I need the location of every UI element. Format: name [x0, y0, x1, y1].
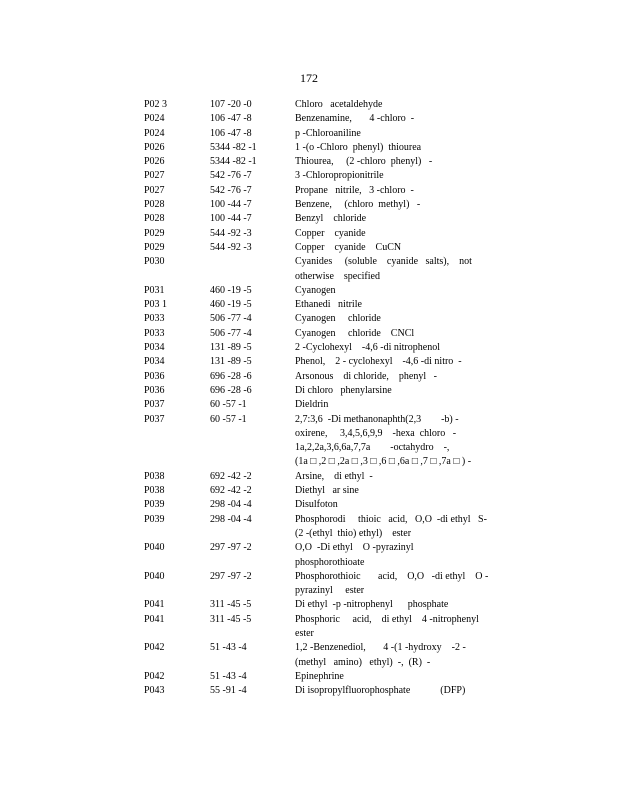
- substance-name: [295, 141, 480, 155]
- cas-number: 696 -28 -6: [210, 370, 252, 382]
- substance-name-line: O,O -Di ethyl O -pyrazinyl: [295, 542, 414, 554]
- cas-number: 692 -42 -2: [210, 470, 252, 482]
- waste-code: P034: [144, 342, 165, 354]
- substance-name: [295, 341, 480, 355]
- waste-code: P024: [144, 127, 165, 139]
- substance-name-line: oxirene, 3,4,5,6,9,9 -hexa chloro -: [295, 427, 457, 439]
- substance-name-line: Propane nitrile, 3 -chloro -: [295, 184, 414, 196]
- waste-code: P02 3: [144, 99, 168, 110]
- page-number: 172: [300, 71, 318, 85]
- cas-number: 696 -28 -6: [210, 384, 252, 396]
- substance-name-line: Cyanogen chloride: [295, 313, 381, 325]
- substance-name-line: (1a □ ,2 □ ,2a □ ,3 □ ,6 □ ,6a □ ,7 □ ,7a □ ) -: [295, 456, 472, 468]
- table-row: [144, 212, 484, 226]
- waste-code: P033: [144, 313, 165, 325]
- table-row: [144, 155, 484, 169]
- waste-code: P037: [144, 413, 165, 425]
- table-row: [144, 169, 484, 183]
- table-row: [144, 598, 484, 612]
- table-row: [144, 670, 484, 684]
- substance-name: [295, 570, 489, 599]
- waste-code: P034: [144, 356, 165, 368]
- substance-name-line: ester: [295, 627, 314, 639]
- cas-number: 460 -19 -5: [210, 299, 252, 311]
- substance-name: [295, 298, 480, 312]
- cas-number: 311 -45 -5: [210, 599, 252, 611]
- waste-code: P03 1: [144, 299, 168, 311]
- hazardous-waste-table: [144, 98, 489, 698]
- table-row: [144, 384, 484, 398]
- table-row: [144, 355, 484, 369]
- table-row: [144, 498, 484, 512]
- cas-number: 106 -47 -8: [210, 113, 252, 125]
- cas-number: 131 -89 -5: [210, 342, 252, 354]
- substance-name-line: 1 -(o -Chloro phenyl) thiourea: [295, 141, 422, 153]
- waste-code: P041: [144, 599, 165, 611]
- waste-code: P042: [144, 670, 165, 682]
- waste-code: P040: [144, 542, 165, 554]
- table-row: [144, 255, 484, 284]
- waste-code: P036: [144, 370, 165, 382]
- table-row: [144, 613, 484, 642]
- substance-name: [295, 598, 480, 612]
- cas-number: 100 -44 -7: [210, 213, 252, 225]
- waste-code: P029: [144, 227, 165, 239]
- substance-name-line: 3 -Chloropropionitrile: [295, 170, 384, 182]
- waste-code: P038: [144, 470, 165, 482]
- table-row: [144, 98, 484, 112]
- table-row: [144, 341, 484, 355]
- waste-code: P042: [144, 642, 165, 654]
- waste-code: P038: [144, 485, 165, 497]
- substance-name-line: Epinephrine: [295, 670, 344, 682]
- cas-number: [210, 255, 295, 284]
- cas-number: 297 -97 -2: [210, 570, 252, 582]
- substance-name-line: Disulfoton: [295, 499, 338, 511]
- cas-number: 460 -19 -5: [210, 284, 252, 296]
- substance-name: [295, 169, 480, 183]
- substance-name: [295, 312, 480, 326]
- cas-number: 506 -77 -4: [210, 327, 252, 339]
- substance-name: [295, 355, 480, 369]
- cas-number: 692 -42 -2: [210, 485, 252, 497]
- substance-name-line: Copper cyanide CuCN: [295, 241, 402, 253]
- substance-name: [295, 641, 480, 670]
- cas-number: 51 -43 -4: [210, 670, 247, 682]
- table-row: [144, 312, 484, 326]
- table-row: [144, 541, 484, 570]
- table-row: [144, 470, 484, 484]
- waste-code: P031: [144, 284, 165, 296]
- substance-name: [295, 212, 480, 226]
- cas-number: 544 -92 -3: [210, 227, 252, 239]
- table-row: [144, 241, 484, 255]
- cas-number: 544 -92 -3: [210, 241, 252, 253]
- substance-name-line: 1,2 -Benzenediol, 4 -(1 -hydroxy -2 -: [295, 642, 466, 654]
- substance-name-line: Ethanedi nitrile: [295, 299, 362, 311]
- cas-number: 298 -04 -4: [210, 513, 252, 525]
- substance-name-line: Cyanogen: [295, 284, 336, 296]
- waste-code: P024: [144, 113, 165, 125]
- substance-name: [295, 127, 480, 141]
- substance-name-line: (methyl amino) ethyl) -, (R) -: [295, 656, 431, 668]
- waste-code: P036: [144, 384, 165, 396]
- substance-name-line: Arsonous di chloride, phenyl -: [295, 370, 437, 382]
- table-row: [144, 198, 484, 212]
- waste-code: P039: [144, 499, 165, 511]
- cas-number: 506 -77 -4: [210, 313, 252, 325]
- substance-name-line: Benzenamine, 4 -chloro -: [295, 113, 415, 125]
- table-row: [144, 398, 484, 412]
- substance-name: [295, 541, 480, 570]
- substance-name-line: Phosphorodi thioic acid, O,O -di ethyl S-: [295, 513, 487, 525]
- substance-name: [295, 284, 480, 298]
- substance-name: [295, 198, 480, 212]
- cas-number: 107 -20 -0: [210, 99, 252, 110]
- table-row: [144, 127, 484, 141]
- cas-number: 60 -57 -1: [210, 413, 247, 425]
- waste-code: P029: [144, 241, 165, 253]
- substance-name-line: Thiourea, (2 -chloro phenyl) -: [295, 156, 433, 168]
- cas-number: 55 -91 -4: [210, 685, 247, 697]
- substance-name-line: Benzene, (chloro methyl) -: [295, 199, 421, 211]
- table-row: [144, 413, 484, 470]
- table-row: [144, 370, 484, 384]
- substance-name: [295, 155, 480, 169]
- substance-name: [295, 670, 480, 684]
- table-row: [144, 112, 484, 126]
- cas-number: 106 -47 -8: [210, 127, 252, 139]
- substance-name-line: otherwise specified: [295, 270, 380, 282]
- cas-number: 131 -89 -5: [210, 356, 252, 368]
- substance-name-line: Benzyl chloride: [295, 213, 367, 225]
- waste-code: P039: [144, 513, 165, 525]
- substance-name: [295, 98, 480, 112]
- waste-code: P041: [144, 613, 165, 625]
- substance-name-line: Dieldrin: [295, 399, 329, 411]
- cas-number: 311 -45 -5: [210, 613, 252, 625]
- table-row: [144, 298, 484, 312]
- substance-name-line: 1a,2,2a,3,6,6a,7,7a -octahydro -,: [295, 442, 450, 454]
- substance-name-line: Cyanides (soluble cyanide salts), not: [295, 256, 472, 268]
- table-row: [144, 327, 484, 341]
- substance-name-line: Di chloro phenylarsine: [295, 384, 392, 396]
- substance-name-line: Di isopropylfluorophosphate (DFP): [295, 685, 466, 697]
- substance-name: [295, 484, 480, 498]
- substance-name-line: 2,7:3,6 -Di methanonaphth(2,3 -b) -: [295, 413, 459, 425]
- waste-code: P026: [144, 156, 165, 168]
- substance-name-line: (2 -(ethyl thio) ethyl) ester: [295, 527, 412, 539]
- substance-name: [295, 112, 480, 126]
- substance-name: [295, 613, 480, 642]
- table-row: [144, 484, 484, 498]
- substance-name-line: Arsine, di ethyl -: [295, 470, 373, 482]
- substance-name: [295, 513, 487, 542]
- table-row: [144, 570, 489, 599]
- substance-name: [295, 684, 480, 698]
- cas-number: 298 -04 -4: [210, 499, 252, 511]
- cas-number: 51 -43 -4: [210, 642, 247, 654]
- substance-name-line: Di ethyl -p -nitrophenyl phosphate: [295, 599, 449, 611]
- waste-code: P043: [144, 685, 165, 697]
- substance-name-line: Chloro acetaldehyde: [295, 99, 383, 110]
- cas-number: 297 -97 -2: [210, 542, 252, 554]
- waste-code: P027: [144, 184, 165, 196]
- substance-name: [295, 384, 480, 398]
- cas-number: 100 -44 -7: [210, 199, 252, 211]
- substance-name-line: Phosphoric acid, di ethyl 4 -nitrophenyl: [295, 613, 479, 625]
- substance-name: [295, 327, 480, 341]
- waste-code: P028: [144, 199, 165, 211]
- substance-name-line: Cyanogen chloride CNCl: [295, 327, 415, 339]
- cas-number: 5344 -82 -1: [210, 156, 257, 168]
- cas-number: 542 -76 -7: [210, 170, 252, 182]
- substance-name: [295, 370, 480, 384]
- substance-name-line: p -Chloroaniline: [295, 127, 361, 139]
- substance-name: [295, 470, 480, 484]
- substance-name-line: Phenol, 2 - cyclohexyl -4,6 -di nitro -: [295, 356, 462, 368]
- waste-code: P026: [144, 141, 165, 153]
- cas-number: 60 -57 -1: [210, 399, 247, 411]
- substance-name-line: 2 -Cyclohexyl -4,6 -di nitrophenol: [295, 342, 440, 354]
- waste-code: P027: [144, 170, 165, 182]
- table-row: [144, 227, 484, 241]
- waste-code: P037: [144, 399, 165, 411]
- table-row: [144, 684, 484, 698]
- substance-name: [295, 413, 480, 470]
- substance-name: [295, 498, 480, 512]
- substance-name: [295, 184, 480, 198]
- cas-number: 5344 -82 -1: [210, 141, 257, 153]
- table-row: [144, 284, 484, 298]
- substance-name: [295, 241, 480, 255]
- substance-name-line: phosphorothioate: [295, 556, 365, 568]
- table-row: [144, 513, 487, 542]
- table-row: [144, 141, 484, 155]
- substance-name: [295, 227, 480, 241]
- waste-code: P028: [144, 213, 165, 225]
- substance-name: [295, 255, 480, 284]
- table-row: [144, 184, 484, 198]
- substance-name-line: Diethyl ar sine: [295, 485, 359, 497]
- substance-name: [295, 398, 480, 412]
- waste-code: P033: [144, 327, 165, 339]
- cas-number: 542 -76 -7: [210, 184, 252, 196]
- substance-name-line: pyrazinyl ester: [295, 585, 365, 597]
- waste-code: P040: [144, 570, 165, 582]
- table-row: [144, 641, 484, 670]
- substance-name-line: Phosphorothioic acid, O,O -di ethyl O -: [295, 570, 489, 582]
- waste-code: P030: [144, 256, 165, 268]
- substance-name-line: Copper cyanide: [295, 227, 366, 239]
